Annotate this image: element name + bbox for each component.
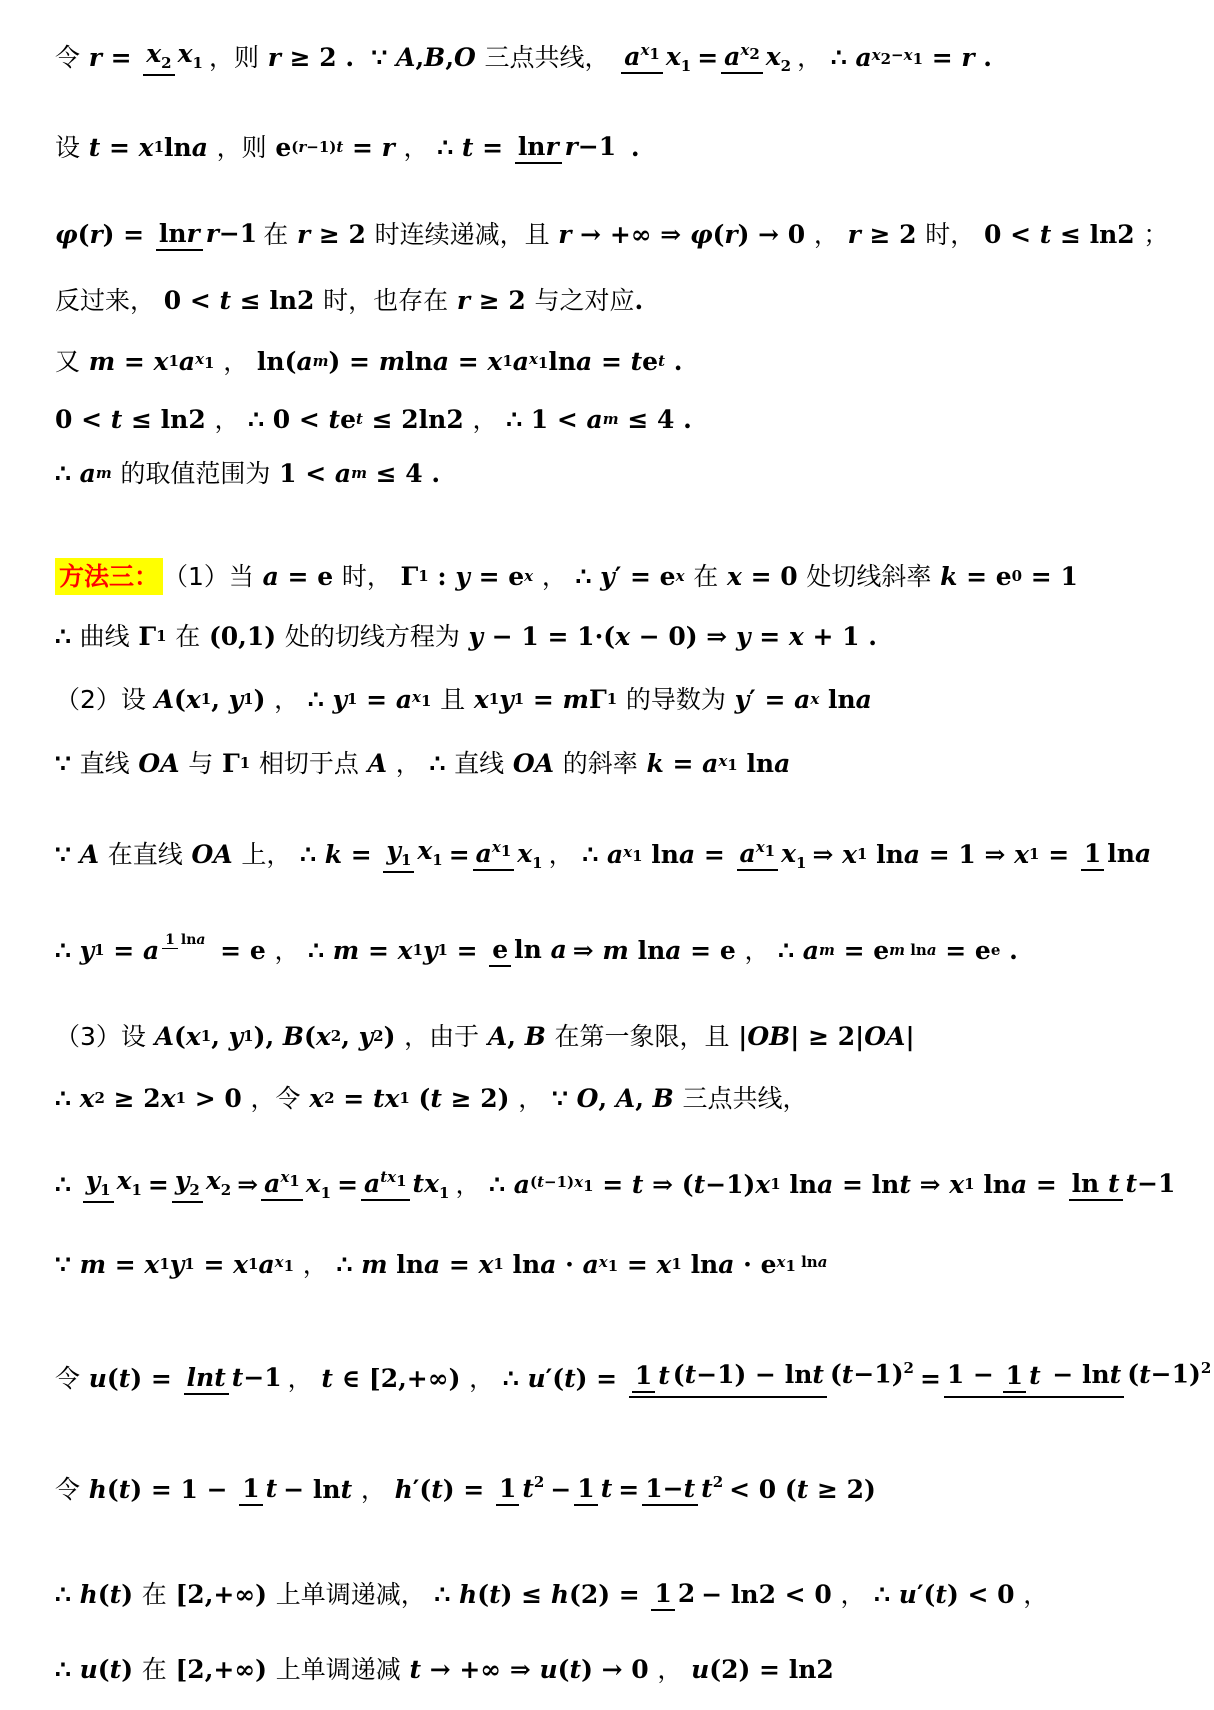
line-20: ∴ h ( t ) 在 [2,+∞) 上单调递减， ∴ h ( t ) ≤ h (2) = 1 2 − ln2 < 0 ， ∴ u ′( t ) < 0 ， — [55, 1578, 1049, 1609]
line-19: 令 h ( t ) = 1 − 1 t − ln t ， h ′( t ) = 1 $t^2$ − 1 t = 1−t $t^2$ < 0 ( t ≥ 2) — [55, 1450, 1060, 1528]
line-9: ∴ 曲线 Γ 1 在 (0,1) 处的切线方程为 y − 1 = 1·( x − 0) ⇒ y = x + 1 . — [55, 621, 877, 651]
line-10: （2）设 A ( x 1 , y 1 ) ， ∴ y 1 = a $x_1$ 且 x 1 y 1 = m Γ 1 的导数为 y ′ = a x ln a — [55, 684, 872, 714]
line-6: 0 < t ≤ ln2 ， ∴ 0 < t e t ≤ 2ln2 ， ∴ 1 < a m ≤ 4 . — [55, 404, 692, 434]
line-17: ∵ m = x 1 y 1 = x 1 a $x_1$ ， ∴ m ln a = x 1 ln a · a $x_1$ = x 1 ln a · e $x_1$ lna — [55, 1249, 828, 1279]
line-13: ∴ y 1 = a $^{1 lna}$ = e ， ∴ m = x 1 y 1 = e ln a ⇒ m ln a = e ， ∴ a m = e m lna = e e . — [55, 931, 1018, 965]
line-11: ∵ 直线 OA 与 Γ 1 相切于点 A ， ∴ 直线 OA 的斜率 k = a $x_1$ ln a — [55, 748, 791, 778]
line-8: 方法三： （1）当 a = e 时， Γ 1 : y = e x ， ∴ y ′ = e x 在 x = 0 处切线斜率 k = e 0 = 1 — [55, 552, 1060, 600]
line-2: 设 t = x 1 ln a ，则 e (r−1)t = r ， ∴ t = lnr r−1 . — [55, 131, 640, 162]
line-18: 令 u ( t ) = lnt t−1 ， t ∈ [2,+∞) ， ∴ u ′( t ) = 1 t (t−1) − lnt $(t-1)^2$ = 1 − 1 t − lnt $(t-1)^2$ — [55, 1318, 1060, 1438]
line-12: ∵ A 在直线 OA 上， ∴ k = $y_1$ $x_1$ = $a^{x_1}$ $x_1$ ， ∴ a $x_1$ ln a = $a^{x_1}$ $x_1$ ⇒ x 1 ln a = 1 ⇒ x 1 = 1 lna — [55, 836, 1152, 872]
line-5: 又 m = x 1 a $x_1$ ， ln( a m ) = m ln a = x 1 a $x_1$ ln a = t e t . — [55, 346, 683, 376]
line-3: φ ( r ) = lnr r−1 在 r ≥ 2 时连续递减，且 r → +∞ ⇒ φ ( r ) → 0 ， r ≥ 2 时， 0 < t ≤ ln2 ； — [55, 218, 1169, 249]
line-4: 反过来， 0 < t ≤ ln2 时，也存在 r ≥ 2 与之对应 . — [55, 285, 644, 315]
line-1: 令 r = $x_2$ $x_1$ ，则 r ≥ 2 . ∵ A , B , O 三点共线， $a^{x_1}$ $x_1$ = $a^{x_2}$ $x_2$ ， ∴ a $x_2-x_1$ = r . — [55, 39, 992, 75]
line-15: ∴ x 2 ≥ 2 x 1 > 0 ，令 x 2 = tx 1 ( t ≥ 2) ， ∵ O , A , B 三点共线， — [55, 1083, 808, 1113]
line-14: （3）设 A ( x 1 , y 1 ), B ( x 2 , y 2 ) ，由于 A , B 在第一象限，且 | OB | ≥ 2| OA | — [55, 1021, 915, 1051]
line-16: ∴ $y_1$ $x_1$ = $y_2$ $x_2$ ⇒ $a^{x_1}$ $x_1$ = $a^{tx_1}$ $tx_1$ ， ∴ a $(t-1)x_1$ = t ⇒ ( t −1) x 1 ln a = ln t ⇒ x 1 ln a = ln t t−1 — [55, 1166, 1176, 1202]
method3-label: 方法三： — [55, 558, 163, 595]
line-7: ∴ a m 的取值范围为 1 < a m ≤ 4 . — [55, 458, 441, 488]
line-21: ∴ u ( t ) 在 [2,+∞) 上单调递减 t → +∞ ⇒ u ( t ) → 0 ， u (2) = ln2 — [55, 1654, 834, 1684]
